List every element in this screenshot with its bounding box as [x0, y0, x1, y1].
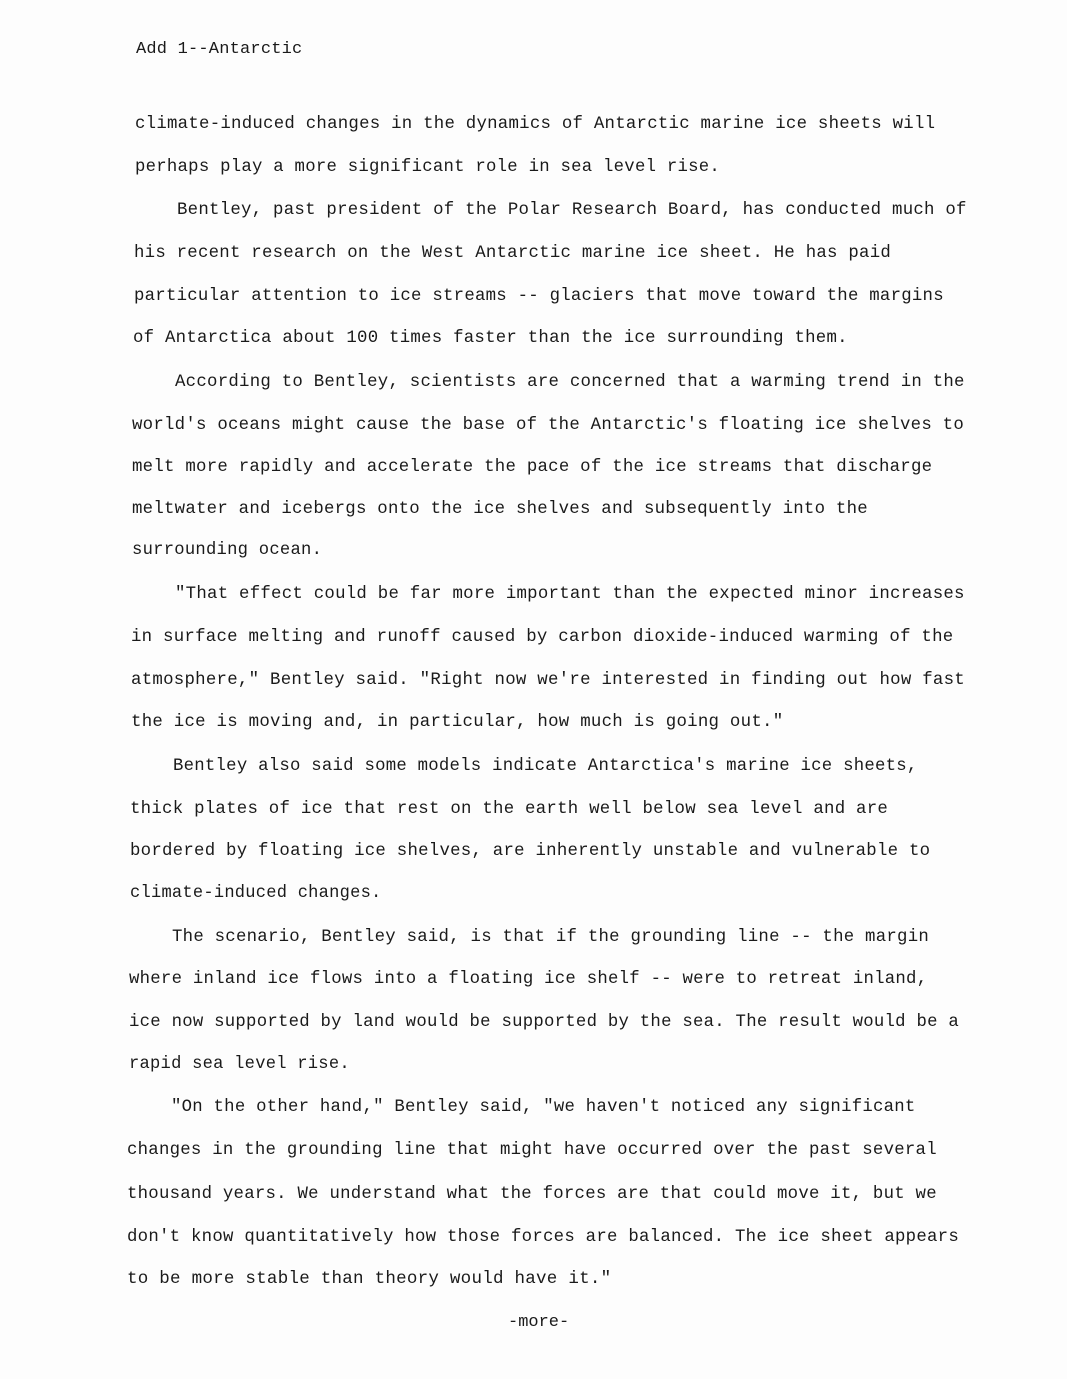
text-line: of Antarctica about 100 times faster than the ice surrounding them. — [133, 329, 848, 348]
text-line: to be more stable than theory would have it." — [127, 1270, 612, 1289]
text-line: melt more rapidly and accelerate the pace of the ice streams that discharge — [132, 458, 933, 477]
text-line: where inland ice flows into a floating ice shelf -- were to retreat inland, — [129, 970, 928, 989]
page-header: Add 1--Antarctic — [136, 40, 303, 59]
text-line: "On the other hand," Bentley said, "we haven't noticed any significant — [171, 1098, 916, 1117]
text-line: particular attention to ice streams -- glaciers that move toward the margins — [134, 287, 944, 306]
text-line: thousand years. We understand what the forces are that could move it, but we — [127, 1185, 937, 1204]
text-line: don't know quantitatively how those forces are balanced. The ice sheet appears — [127, 1228, 960, 1247]
text-line: changes in the grounding line that might have occurred over the past several — [127, 1141, 937, 1160]
text-line: meltwater and icebergs onto the ice shelves and subsequently into the — [132, 500, 868, 519]
text-line: ice now supported by land would be supported by the sea. The result would be a — [129, 1013, 960, 1032]
text-line: his recent research on the West Antarctic marine ice sheet. He has paid — [134, 244, 892, 263]
text-line: climate-induced changes in the dynamics of Antarctic marine ice sheets will — [135, 115, 936, 134]
text-line: bordered by floating ice shelves, are inherently unstable and vulnerable to — [130, 842, 931, 861]
text-line: world's oceans might cause the base of the Antarctic's floating ice shelves to — [132, 416, 965, 435]
text-line: Bentley also said some models indicate Antarctica's marine ice sheets, — [173, 757, 918, 776]
text-line: the ice is moving and, in particular, how much is going out." — [131, 713, 784, 732]
text-line: thick plates of ice that rest on the earth well below sea level and are — [130, 800, 889, 819]
text-line: rapid sea level rise. — [129, 1055, 350, 1074]
text-line: Bentley, past president of the Polar Research Board, has conducted much of — [177, 201, 967, 220]
text-line: in surface melting and runoff caused by carbon dioxide-induced warming of the — [131, 628, 954, 647]
page-footer-more: -more- — [508, 1313, 570, 1332]
text-line: The scenario, Bentley said, is that if the grounding line -- the margin — [172, 928, 930, 947]
text-line: atmosphere," Bentley said. "Right now we're interested in finding out how fast — [131, 671, 965, 690]
text-line: According to Bentley, scientists are concerned that a warming trend in the — [175, 373, 965, 392]
text-line: climate-induced changes. — [130, 884, 382, 903]
text-line: perhaps play a more significant role in sea level rise. — [135, 158, 721, 177]
text-line: "That effect could be far more important than the expected minor increases — [175, 585, 965, 604]
text-line: surrounding ocean. — [132, 541, 323, 560]
